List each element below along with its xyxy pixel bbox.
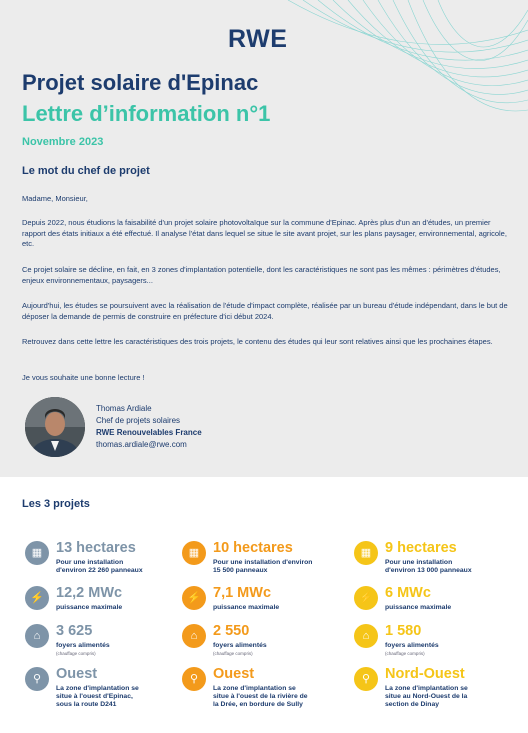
power-plug-icon: ⚡ [354, 586, 378, 610]
zone-desc: la Drée, en bordure de Sully [213, 701, 303, 708]
magnifier-icon: ⚲ [25, 667, 49, 691]
zone-value: Ouest [213, 666, 255, 682]
editorial-paragraph: Madame, Monsieur, [22, 194, 88, 203]
solar-panel-icon: ▦ [25, 541, 49, 565]
power-plug-icon: ⚡ [25, 586, 49, 610]
page-title: Projet solaire d'Epinac [22, 70, 259, 95]
power-desc: puissance maximale [56, 604, 123, 611]
magnifier-icon: ⚲ [182, 667, 206, 691]
house-icon: ⌂ [354, 624, 378, 648]
homes-value: 2 550 [213, 623, 250, 639]
area-value: 13 hectares [56, 540, 136, 556]
power-plug-icon: ⚡ [182, 586, 206, 610]
area-desc: d'environ 22 260 panneaux [56, 567, 143, 574]
zone-desc: sous la route D241 [56, 701, 117, 708]
solar-panel-icon: ▦ [354, 541, 378, 565]
author-email[interactable]: thomas.ardiale@rwe.com [96, 440, 187, 449]
editorial-paragraph: Ce projet solaire se décline, en fait, en 3 zones d'implantation potentielle, dont les caractéristiques ne sont pas les mêmes : périmètres d'études, enjeux environnementaux, paysagers... [22, 265, 501, 285]
issue-date: Novembre 2023 [22, 136, 104, 148]
power-value: 6 MWc [385, 585, 431, 601]
power-desc: puissance maximale [385, 604, 452, 611]
house-icon: ⌂ [25, 624, 49, 648]
zone-desc: La zone d'implantation se [385, 685, 468, 692]
homes-note: (chauffage compris) [385, 651, 425, 656]
power-value: 12,2 MWc [56, 585, 123, 601]
area-desc: Pour une installation [385, 559, 453, 566]
area-desc: Pour une installation d'environ [213, 559, 313, 566]
area-value: 9 hectares [385, 540, 457, 556]
zone-desc: La zone d'implantation se [213, 685, 296, 692]
solar-panel-icon: ▦ [182, 541, 206, 565]
area-desc: d'environ 13 000 panneaux [385, 567, 472, 574]
editorial-heading: Le mot du chef de projet [22, 165, 150, 177]
homes-value: 3 625 [56, 623, 93, 639]
author-role: Chef de projets solaires [96, 416, 181, 425]
homes-value: 1 580 [385, 623, 422, 639]
homes-desc: foyers alimentés [56, 642, 110, 649]
author-company: RWE Renouvelables France [96, 428, 202, 437]
homes-desc: foyers alimentés [385, 642, 439, 649]
area-desc: 15 500 panneaux [213, 567, 268, 574]
magnifier-icon: ⚲ [354, 667, 378, 691]
homes-note: (chauffage compris) [56, 651, 96, 656]
zone-desc: situe à l'ouest d'Epinac, [56, 693, 133, 700]
decorative-wave-lines [268, 0, 528, 120]
area-value: 10 hectares [213, 540, 293, 556]
zone-desc: section de Dinay [385, 701, 440, 708]
house-icon: ⌂ [182, 624, 206, 648]
editorial-paragraph: Retrouvez dans cette lettre les caractéristiques des trois projets, le contenu des études qui leur sont relatives ainsi que les prochaines étapes. [22, 337, 493, 346]
projects-heading: Les 3 projets [22, 498, 90, 510]
zone-value: Ouest [56, 666, 98, 682]
rwe-logo: RWE [228, 25, 288, 53]
editorial-paragraph: Aujourd'hui, les études se poursuivent avec la réalisation de l'étude d'impact complète, réalisée par un bureau d'étude indépendant, dans le but de déposer la demande de permis de construire en préfecture d'ici début 2024. [22, 301, 508, 321]
author-photo [25, 397, 85, 457]
author-name: Thomas Ardiale [96, 404, 152, 413]
homes-note: (chauffage compris) [213, 651, 253, 656]
editorial-paragraph: Depuis 2022, nous étudions la faisabilité d'un projet solaire photovoltaïque sur la commune d'Epinac. Après plus d'un an d'études, un premier rapport des états initiaux a été effectué. Il analyse l'état dans lequel se situe le site avant projet, sur les plans paysager, environnemental, agricole, etc. [22, 218, 507, 248]
zone-value: Nord-Ouest [385, 666, 465, 682]
zone-desc: situe à l'ouest de la rivière de [213, 693, 308, 700]
homes-desc: foyers alimentés [213, 642, 267, 649]
zone-desc: situe au Nord-Ouest de la [385, 693, 468, 700]
power-value: 7,1 MWc [213, 585, 272, 601]
zone-desc: La zone d'implantation se [56, 685, 139, 692]
editorial-paragraph: Je vous souhaite une bonne lecture ! [22, 373, 145, 382]
newsletter-subtitle: Lettre d’information n°1 [22, 101, 271, 126]
area-desc: Pour une installation [56, 559, 124, 566]
power-desc: puissance maximale [213, 604, 280, 611]
